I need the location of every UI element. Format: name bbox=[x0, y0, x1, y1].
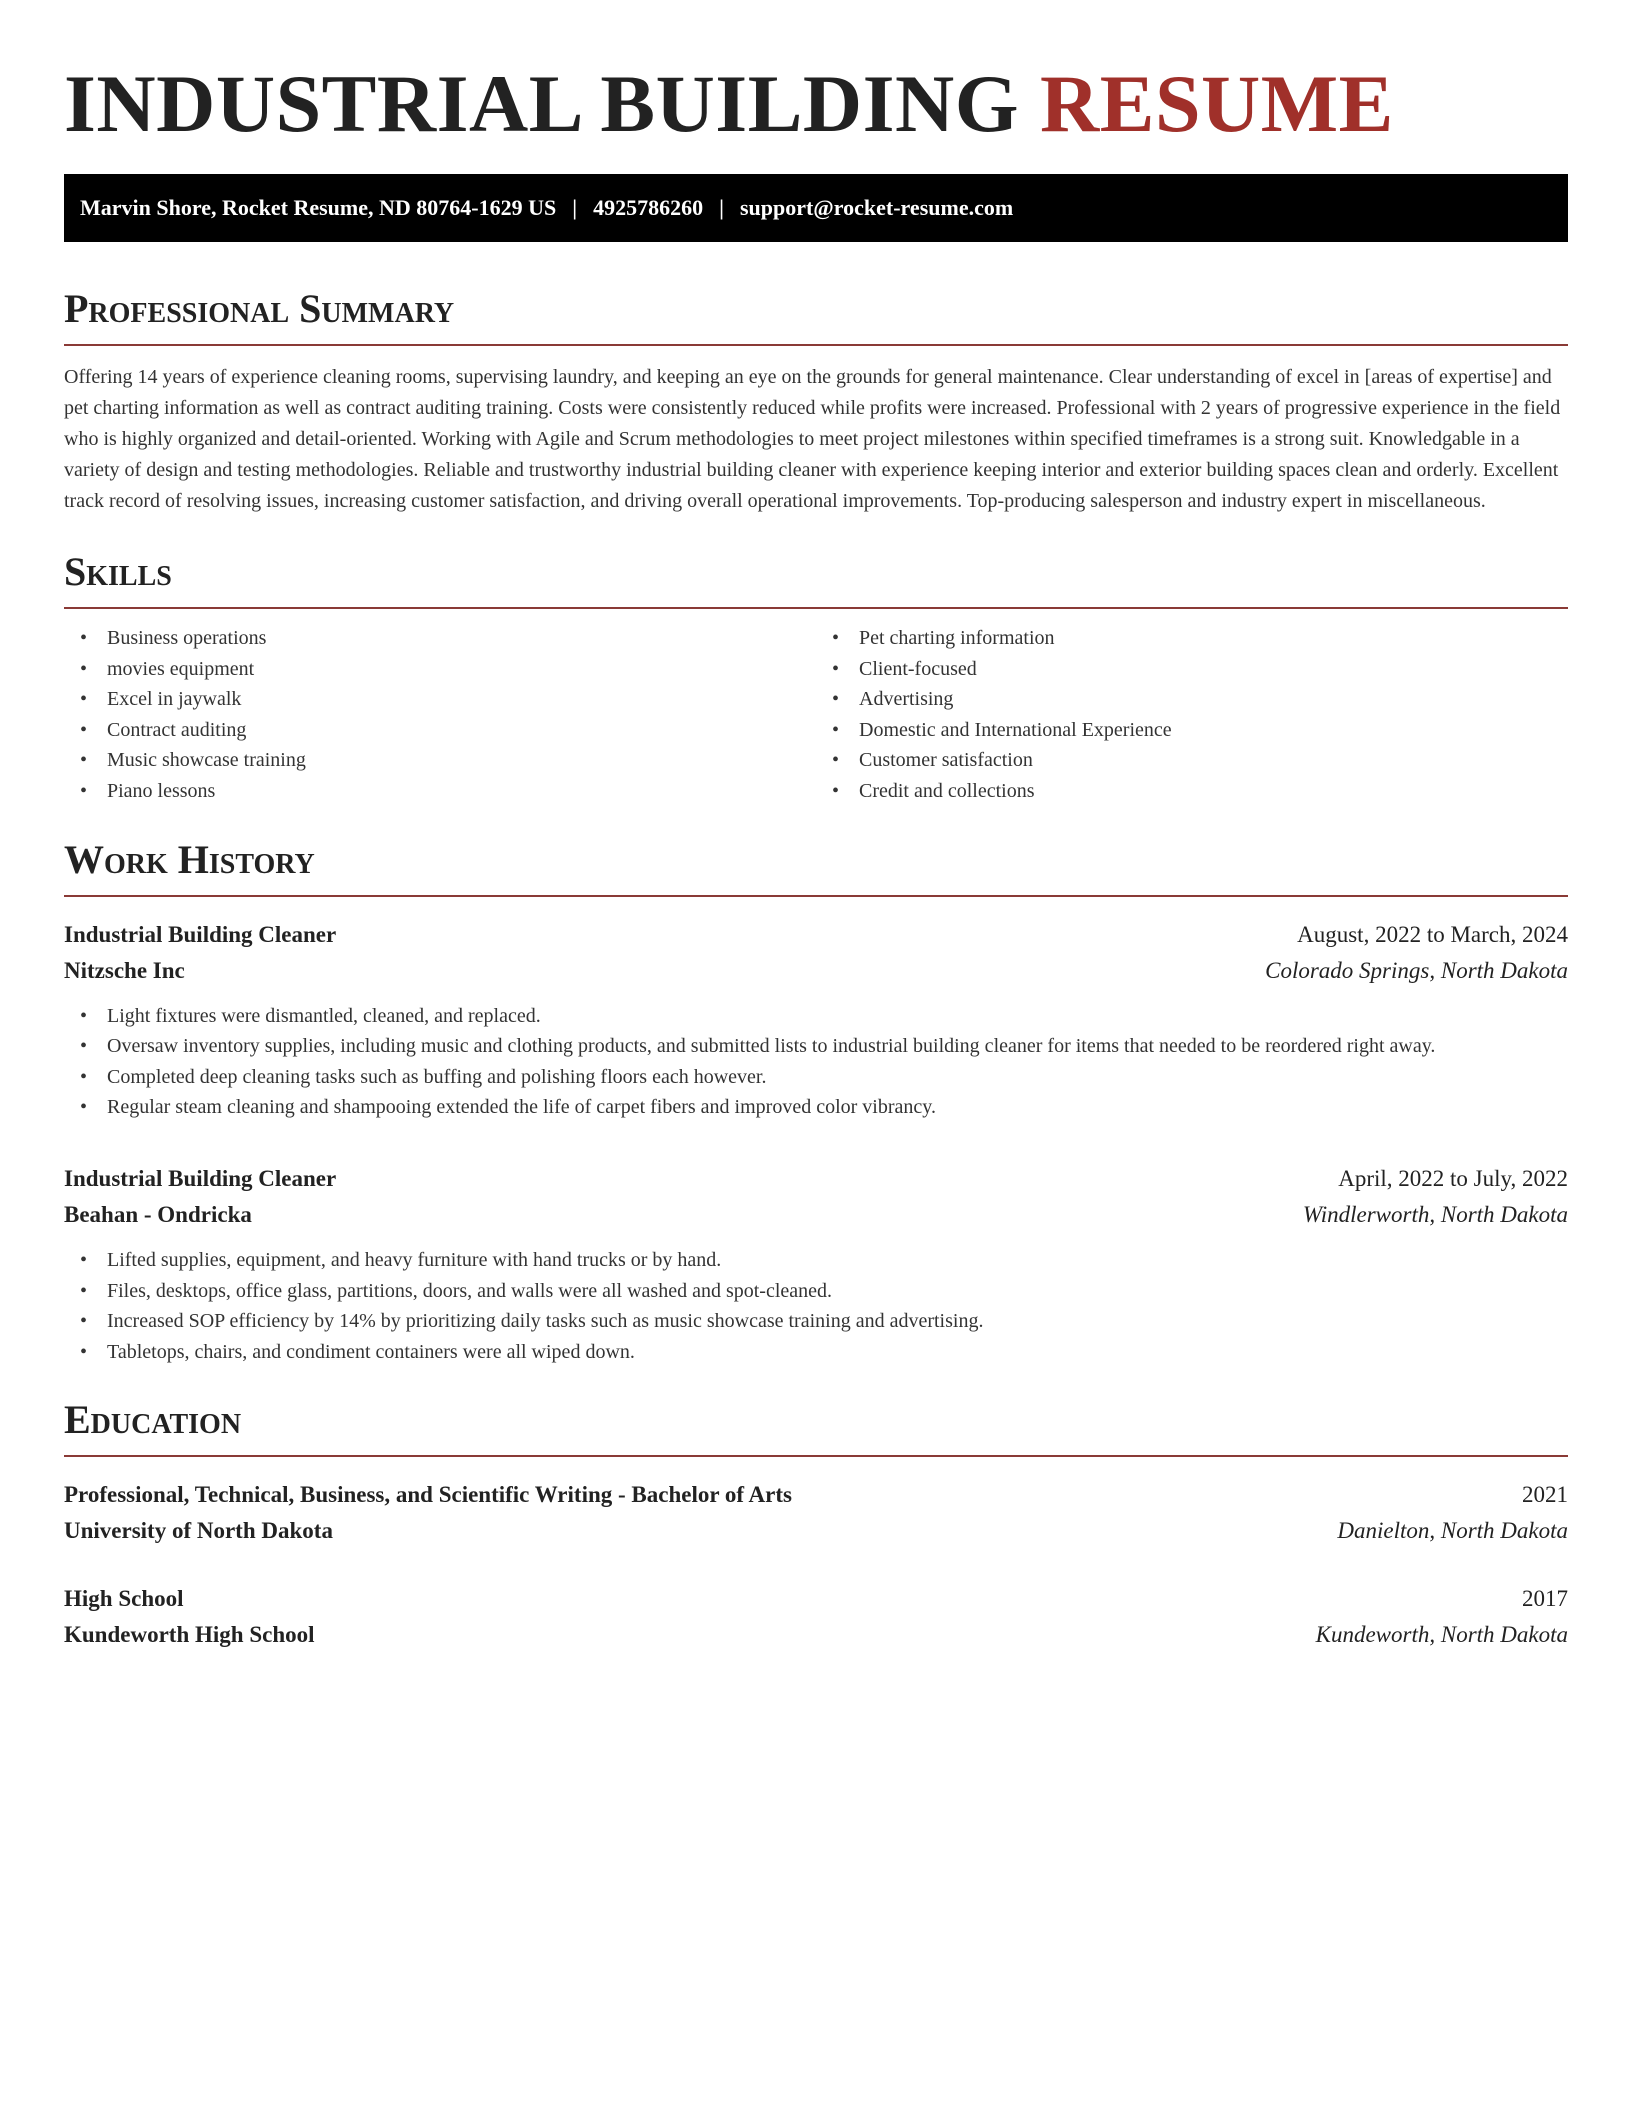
job-bullet: • Completed deep cleaning tasks such as buffing and polishing floors each however. bbox=[107, 1062, 1568, 1093]
skill-item: • Pet charting information bbox=[859, 623, 1568, 654]
summary-text: Offering 14 years of experience cleaning rooms, supervising laundry, and keeping an eye on the grounds for general maintenance. Clear understanding of excel in [areas of expertise] and pet charting information as well as contract auditing training. Costs were consistently reduced while profits were increased. Professional with 2 years of progressive experience in the field who is highly organized and detail-oriented. Working with Agile and Scrum methodologies to meet project milestones within specified timeframes is a strong suit. Knowledgable in a variety of design and testing methodologies. Reliable and trustworthy industrial building cleaner with experience keeping interior and exterior building spaces clean and orderly. Excellent track record of resolving issues, increasing customer satisfaction, and driving overall operational improvements. Top-producing salesperson and industry expert in miscellaneous. bbox=[64, 366, 1561, 512]
education-degree: High School bbox=[64, 1586, 184, 1612]
education-entry bbox=[64, 1477, 1568, 1549]
work-history-heading: Work History bbox=[64, 837, 1568, 897]
education-location: Danielton, North Dakota bbox=[1337, 1518, 1568, 1544]
skill-item: • Client-focused bbox=[859, 654, 1568, 685]
title-main: INDUSTRIAL BUILDING bbox=[64, 58, 1020, 149]
contact-phone: 4925786260 bbox=[593, 195, 704, 220]
skills-section bbox=[64, 549, 1568, 807]
resume-page bbox=[64, 0, 1568, 1653]
education-degree: Professional, Technical, Business, and Scientific Writing - Bachelor of Arts bbox=[64, 1482, 792, 1508]
skill-item: • Credit and collections bbox=[859, 776, 1568, 807]
resume-title bbox=[64, 58, 1568, 150]
skills-column-right bbox=[816, 623, 1568, 807]
contact-separator: | bbox=[719, 195, 724, 220]
job-title: Industrial Building Cleaner bbox=[64, 1165, 337, 1191]
education-school: University of North Dakota bbox=[64, 1518, 333, 1544]
job-entry bbox=[64, 917, 1568, 1123]
skill-item: • Excel in jaywalk bbox=[107, 684, 816, 715]
job-bullet: • Lifted supplies, equipment, and heavy furniture with hand trucks or by hand. bbox=[107, 1245, 1568, 1276]
education-entry bbox=[64, 1581, 1568, 1653]
skills-grid bbox=[64, 623, 1568, 807]
job-company: Nitzsche Inc bbox=[64, 957, 185, 983]
job-bullets bbox=[64, 1245, 1568, 1367]
education-school: Kundeworth High School bbox=[64, 1622, 315, 1648]
skill-item: • Music showcase training bbox=[107, 745, 816, 776]
skills-heading: Skills bbox=[64, 549, 1568, 609]
skills-column-left bbox=[64, 623, 816, 807]
contact-address: Marvin Shore, Rocket Resume, ND 80764-1629 US bbox=[80, 195, 557, 220]
job-bullet: • Tabletops, chairs, and condiment containers were all wiped down. bbox=[107, 1337, 1568, 1368]
job-location: Colorado Springs, North Dakota bbox=[1265, 957, 1568, 983]
job-bullet: • Increased SOP efficiency by 14% by prioritizing daily tasks such as music showcase training and advertising. bbox=[107, 1306, 1568, 1337]
contact-bar bbox=[64, 174, 1568, 242]
summary-heading: Professional Summary bbox=[64, 286, 1568, 346]
summary-section bbox=[64, 286, 1568, 517]
job-location: Windlerworth, North Dakota bbox=[1302, 1201, 1568, 1227]
contact-separator: | bbox=[572, 195, 578, 220]
title-accent: RESUME bbox=[1040, 58, 1394, 149]
job-bullet: • Light fixtures were dismantled, cleaned, and replaced. bbox=[107, 1001, 1568, 1032]
education-year: 2017 bbox=[1522, 1586, 1568, 1612]
job-bullet: • Files, desktops, office glass, partitions, doors, and walls were all washed and spot-cleaned. bbox=[107, 1276, 1568, 1307]
skill-item: • Business operations bbox=[107, 623, 816, 654]
skill-item: • Contract auditing bbox=[107, 715, 816, 746]
job-company: Beahan - Ondricka bbox=[64, 1201, 252, 1227]
skill-item: • Domestic and International Experience bbox=[859, 715, 1568, 746]
job-bullet: • Oversaw inventory supplies, including music and clothing products, and submitted lists to industrial building cleaner for items that needed to be reordered right away. bbox=[107, 1031, 1568, 1062]
job-dates: April, 2022 to July, 2022 bbox=[1338, 1165, 1568, 1191]
skill-item: • Customer satisfaction bbox=[859, 745, 1568, 776]
education-year: 2021 bbox=[1522, 1482, 1568, 1508]
job-dates: August, 2022 to March, 2024 bbox=[1297, 921, 1568, 947]
job-entry bbox=[64, 1161, 1568, 1367]
education-location: Kundeworth, North Dakota bbox=[1315, 1622, 1568, 1648]
education-heading: Education bbox=[64, 1397, 1568, 1457]
skill-item: • Advertising bbox=[859, 684, 1568, 715]
job-bullets bbox=[64, 1001, 1568, 1123]
education-section bbox=[64, 1397, 1568, 1653]
work-history-section bbox=[64, 837, 1568, 1368]
skill-item: • Piano lessons bbox=[107, 776, 816, 807]
contact-email: support@rocket-resume.com bbox=[739, 195, 1014, 220]
job-bullet: • Regular steam cleaning and shampooing extended the life of carpet fibers and improved color vibrancy. bbox=[107, 1092, 1568, 1123]
job-title: Industrial Building Cleaner bbox=[64, 921, 337, 947]
skill-item: • movies equipment bbox=[107, 654, 816, 685]
